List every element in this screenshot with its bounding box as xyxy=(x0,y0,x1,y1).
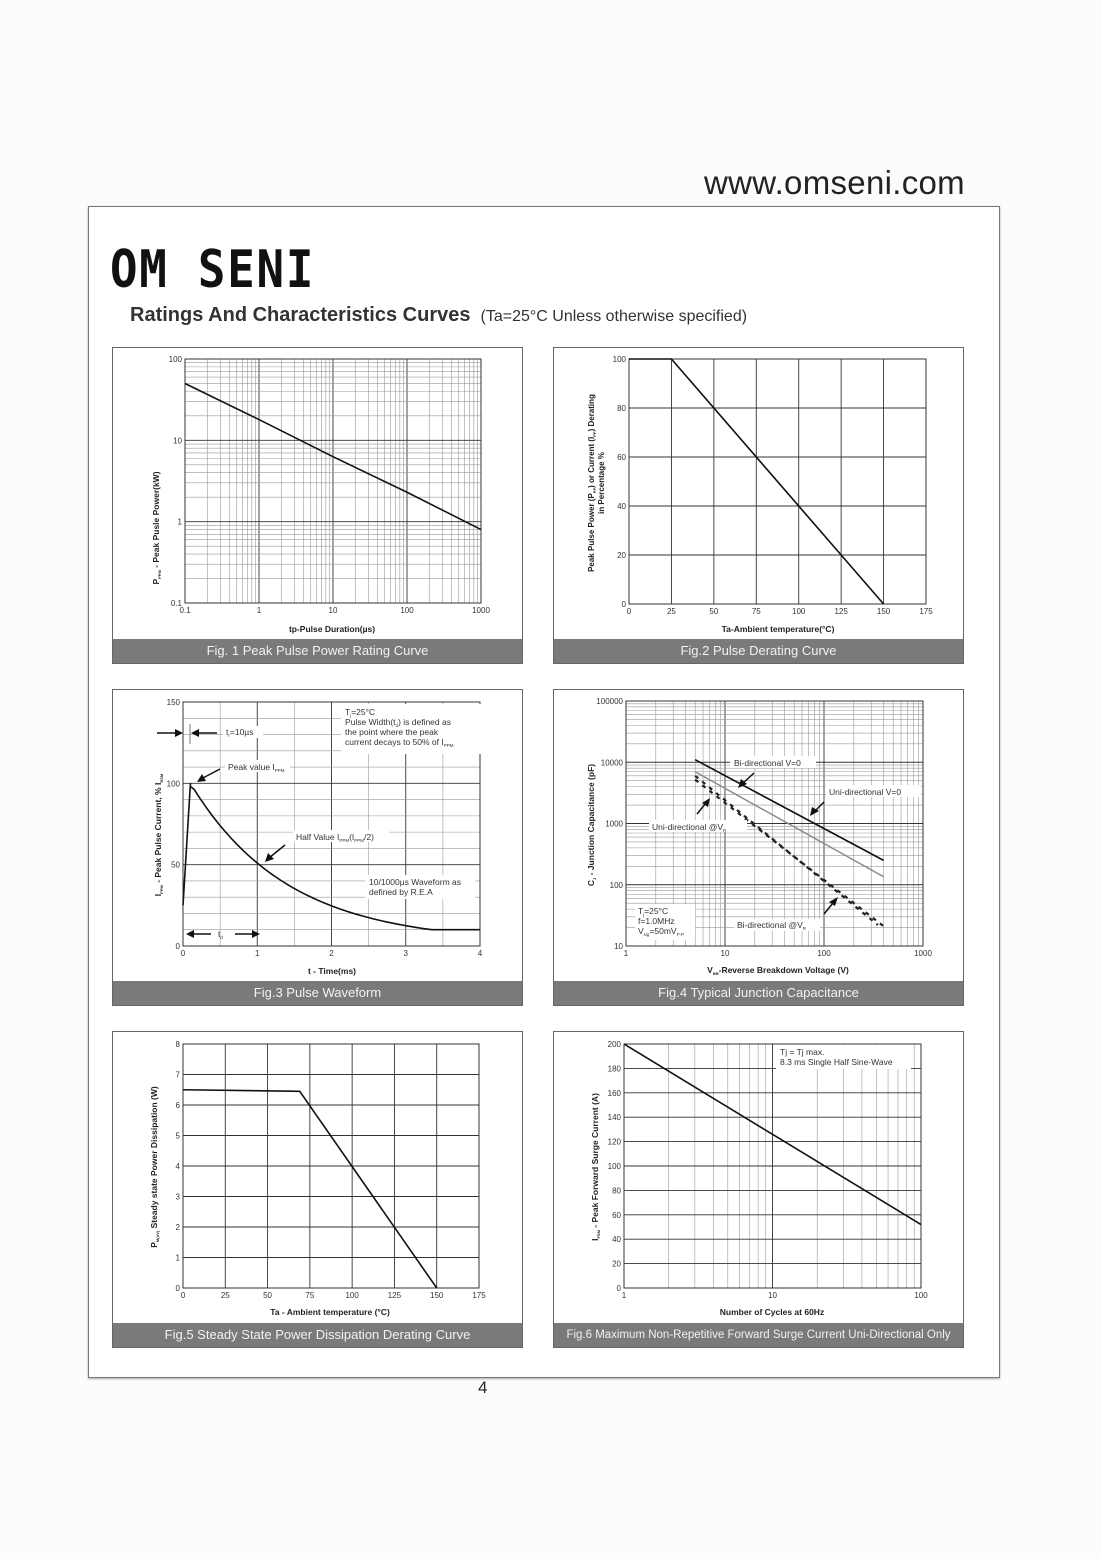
figure-2-ylabel-line1: Peak Pulse Power $(P_{PP})$ or Current $(I_{PP})$ Derating xyxy=(587,394,597,572)
svg-text:1: 1 xyxy=(175,1253,180,1263)
arrow-right-icon xyxy=(175,729,183,737)
svg-text:0: 0 xyxy=(626,607,632,616)
figure-6-chart xyxy=(554,1032,963,1347)
figure-2-chart xyxy=(554,348,963,663)
figure-2-panel xyxy=(553,347,964,664)
svg-text:150: 150 xyxy=(166,698,180,707)
svg-text:10000: 10000 xyxy=(600,758,623,768)
svg-text:8: 8 xyxy=(175,1040,180,1049)
figure-4-label-uni-vr: Uni-directional $@V_R$ xyxy=(652,822,727,833)
arrow-left-icon xyxy=(191,729,199,737)
svg-text:25: 25 xyxy=(666,607,676,616)
figure-4-caption: Fig.4 Typical Junction Capacitance xyxy=(554,981,963,1005)
figure-3-td-label: $t_d$ xyxy=(218,929,223,940)
svg-text:25: 25 xyxy=(220,1291,230,1300)
section-subtitle: (Ta=25°C Unless otherwise specified) xyxy=(480,308,748,325)
svg-text:20: 20 xyxy=(612,1259,621,1269)
section-heading xyxy=(130,304,747,327)
svg-text:3: 3 xyxy=(175,1192,180,1202)
svg-text:1000: 1000 xyxy=(472,606,490,615)
figure-2-ylabel-line2: in Percentage % xyxy=(597,452,606,514)
figure-4-condition-f: f=1.0MHz xyxy=(638,916,675,926)
figure-3-half-label: Half Value $I_{PPM}(I_{PPM}/2)$ xyxy=(296,832,374,843)
svg-text:100000: 100000 xyxy=(596,697,623,706)
svg-text:6: 6 xyxy=(175,1101,180,1110)
svg-text:120: 120 xyxy=(607,1137,621,1147)
svg-text:100: 100 xyxy=(607,1162,621,1171)
company-logo: OM SENI xyxy=(110,240,316,300)
svg-text:125: 125 xyxy=(834,607,848,616)
figure-3-waveform-line1: 10/1000µs Waveform as xyxy=(369,877,461,887)
svg-text:5: 5 xyxy=(175,1131,180,1141)
svg-text:10: 10 xyxy=(768,1291,777,1300)
svg-text:50: 50 xyxy=(709,607,719,616)
svg-text:2: 2 xyxy=(329,949,334,958)
arrow-right-icon xyxy=(252,930,260,938)
figure-3-tr-label: $t_r=10\mu s$ xyxy=(226,727,254,738)
figure-3-condition-line2: Pulse $Width(t_d)$ is defined as xyxy=(345,717,451,728)
figure-6-panel xyxy=(553,1031,964,1348)
figure-6-condition-tj: Tj = Tj max. xyxy=(780,1047,825,1057)
svg-text:100: 100 xyxy=(817,949,831,958)
svg-text:200: 200 xyxy=(607,1040,621,1049)
svg-text:1: 1 xyxy=(256,606,262,615)
svg-text:100: 100 xyxy=(792,607,806,616)
svg-text:0: 0 xyxy=(616,1284,621,1293)
svg-text:0: 0 xyxy=(175,1284,180,1293)
svg-text:100: 100 xyxy=(609,880,623,890)
svg-text:1: 1 xyxy=(177,517,182,527)
figure-3-ylabel: $I_{PPM}$ - Peak Pulse Current, % $I_{RSM}$ xyxy=(153,773,164,897)
svg-text:10: 10 xyxy=(614,942,623,951)
svg-text:20: 20 xyxy=(617,551,626,560)
website-url: www.omseni.com xyxy=(704,164,965,201)
svg-text:40: 40 xyxy=(612,1235,621,1245)
figure-6-xlabel: Number of Cycles at 60Hz xyxy=(719,1307,825,1317)
svg-text:125: 125 xyxy=(387,1291,402,1300)
svg-text:50: 50 xyxy=(171,860,180,870)
svg-text:1000: 1000 xyxy=(914,949,932,958)
svg-text:80: 80 xyxy=(617,404,626,413)
svg-text:0.1: 0.1 xyxy=(179,606,191,615)
figure-4-label-bi-v0: Bi-directional V=0 xyxy=(734,758,801,768)
figure-6-caption: Fig.6 Maximum Non-Repetitive Forward Surge Current Uni-Directional Only xyxy=(554,1323,963,1347)
svg-text:0: 0 xyxy=(175,942,180,951)
svg-text:0: 0 xyxy=(180,949,186,958)
figure-3-condition-tj: $T_j=25^\circ C$ xyxy=(345,707,376,718)
svg-text:10: 10 xyxy=(173,436,182,446)
svg-text:10: 10 xyxy=(720,949,730,958)
figure-5-xlabel: Ta - Ambient temperature (°C) xyxy=(270,1307,390,1317)
figure-6-condition-wave: 8.3 ms Single Half Sine-Wave xyxy=(780,1057,893,1067)
svg-text:75: 75 xyxy=(305,1291,315,1300)
svg-text:10: 10 xyxy=(328,606,338,615)
figure-3-condition-line4: current decays to 50% of $I_{PPM}$ xyxy=(345,737,454,748)
figure-1-chart xyxy=(113,348,522,663)
figure-3-peak-label: Peak value $I_{PPM}$ xyxy=(228,762,285,773)
figure-1-panel xyxy=(112,347,523,664)
svg-text:100: 100 xyxy=(400,606,414,615)
figure-4-label-bi-vr: Bi-directional $@V_R$ xyxy=(737,920,807,931)
svg-text:40: 40 xyxy=(617,502,626,511)
svg-text:3: 3 xyxy=(403,949,408,958)
figure-2-xlabel: Ta-Ambient temperature(°C) xyxy=(721,624,835,634)
svg-text:50: 50 xyxy=(263,1291,273,1300)
figure-1-xlabel: tp-Pulse Duration(µs) xyxy=(288,624,376,634)
figure-4-condition-tj: $T_j=25^\circ C$ xyxy=(638,906,669,917)
figure-1-ylabel: $P_{PPM}$ - Peak Pusle Power(kW) xyxy=(151,471,162,585)
svg-text:1: 1 xyxy=(255,949,260,958)
figure-5-chart xyxy=(113,1032,522,1347)
svg-text:4: 4 xyxy=(175,1162,180,1171)
figure-4-label-uni-v0: Uni-directional V=0 xyxy=(829,787,902,797)
svg-text:160: 160 xyxy=(607,1088,621,1098)
svg-text:80: 80 xyxy=(612,1186,621,1196)
figure-2-caption: Fig.2 Pulse Derating Curve xyxy=(554,639,963,663)
svg-text:60: 60 xyxy=(612,1210,621,1220)
figure-3-xlabel: t - Time(ms) xyxy=(307,966,357,976)
svg-text:0: 0 xyxy=(180,1291,186,1300)
figure-4-ylabel: $C_J$ - Junction Capacitance (pF) xyxy=(586,763,597,887)
svg-text:1: 1 xyxy=(621,1291,627,1300)
section-title: Ratings And Characteristics Curves xyxy=(130,304,471,326)
figure-5-ylabel: $P_{M(AV)}$ Steady state Power Dissipation (W) xyxy=(149,1086,160,1248)
svg-text:1: 1 xyxy=(623,949,629,958)
svg-text:60: 60 xyxy=(617,453,626,462)
figure-3-condition-line3: the point where the peak xyxy=(345,727,439,737)
svg-text:140: 140 xyxy=(607,1113,621,1123)
arrow-left-icon xyxy=(186,930,194,938)
svg-text:100: 100 xyxy=(168,355,182,364)
figure-3-waveform-line2: defined by R.E.A xyxy=(369,887,433,897)
figure-6-ylabel: $I_{FSM}$ - Peak Forward Surge Current (A) xyxy=(590,1093,601,1241)
svg-text:100: 100 xyxy=(612,355,626,364)
svg-text:0.1: 0.1 xyxy=(170,599,182,608)
svg-text:180: 180 xyxy=(607,1064,621,1074)
figure-5-panel xyxy=(112,1031,523,1348)
svg-text:0: 0 xyxy=(621,600,626,609)
svg-text:150: 150 xyxy=(430,1291,444,1300)
svg-text:2: 2 xyxy=(175,1223,180,1232)
svg-text:7: 7 xyxy=(175,1070,180,1080)
figure-3-chart xyxy=(113,690,522,1005)
figure-5-caption: Fig.5 Steady State Power Dissipation Derating Curve xyxy=(113,1323,522,1347)
svg-text:4: 4 xyxy=(477,949,483,958)
figure-4-panel xyxy=(553,689,964,1006)
svg-text:100: 100 xyxy=(166,779,180,789)
figure-1-caption: Fig. 1 Peak Pulse Power Rating Curve xyxy=(113,639,522,663)
svg-text:175: 175 xyxy=(472,1291,486,1300)
page-number: 4 xyxy=(478,1378,488,1397)
figure-3-panel xyxy=(112,689,523,1006)
svg-text:75: 75 xyxy=(751,607,761,616)
figure-3-caption: Fig.3 Pulse Waveform xyxy=(113,981,522,1005)
svg-text:150: 150 xyxy=(876,607,891,616)
figure-4-xlabel: $V_{BR}$-Reverse Breakdown Voltage (V) xyxy=(707,965,849,976)
svg-text:175: 175 xyxy=(919,607,933,616)
figure-4-chart xyxy=(554,690,963,1005)
figure-4-condition-vsig: $V_{sig}=50mV_{P-P}$ xyxy=(638,926,685,937)
svg-text:1000: 1000 xyxy=(605,819,623,829)
svg-text:100: 100 xyxy=(345,1291,359,1300)
arrow-icon xyxy=(197,774,206,782)
svg-text:100: 100 xyxy=(914,1291,928,1300)
